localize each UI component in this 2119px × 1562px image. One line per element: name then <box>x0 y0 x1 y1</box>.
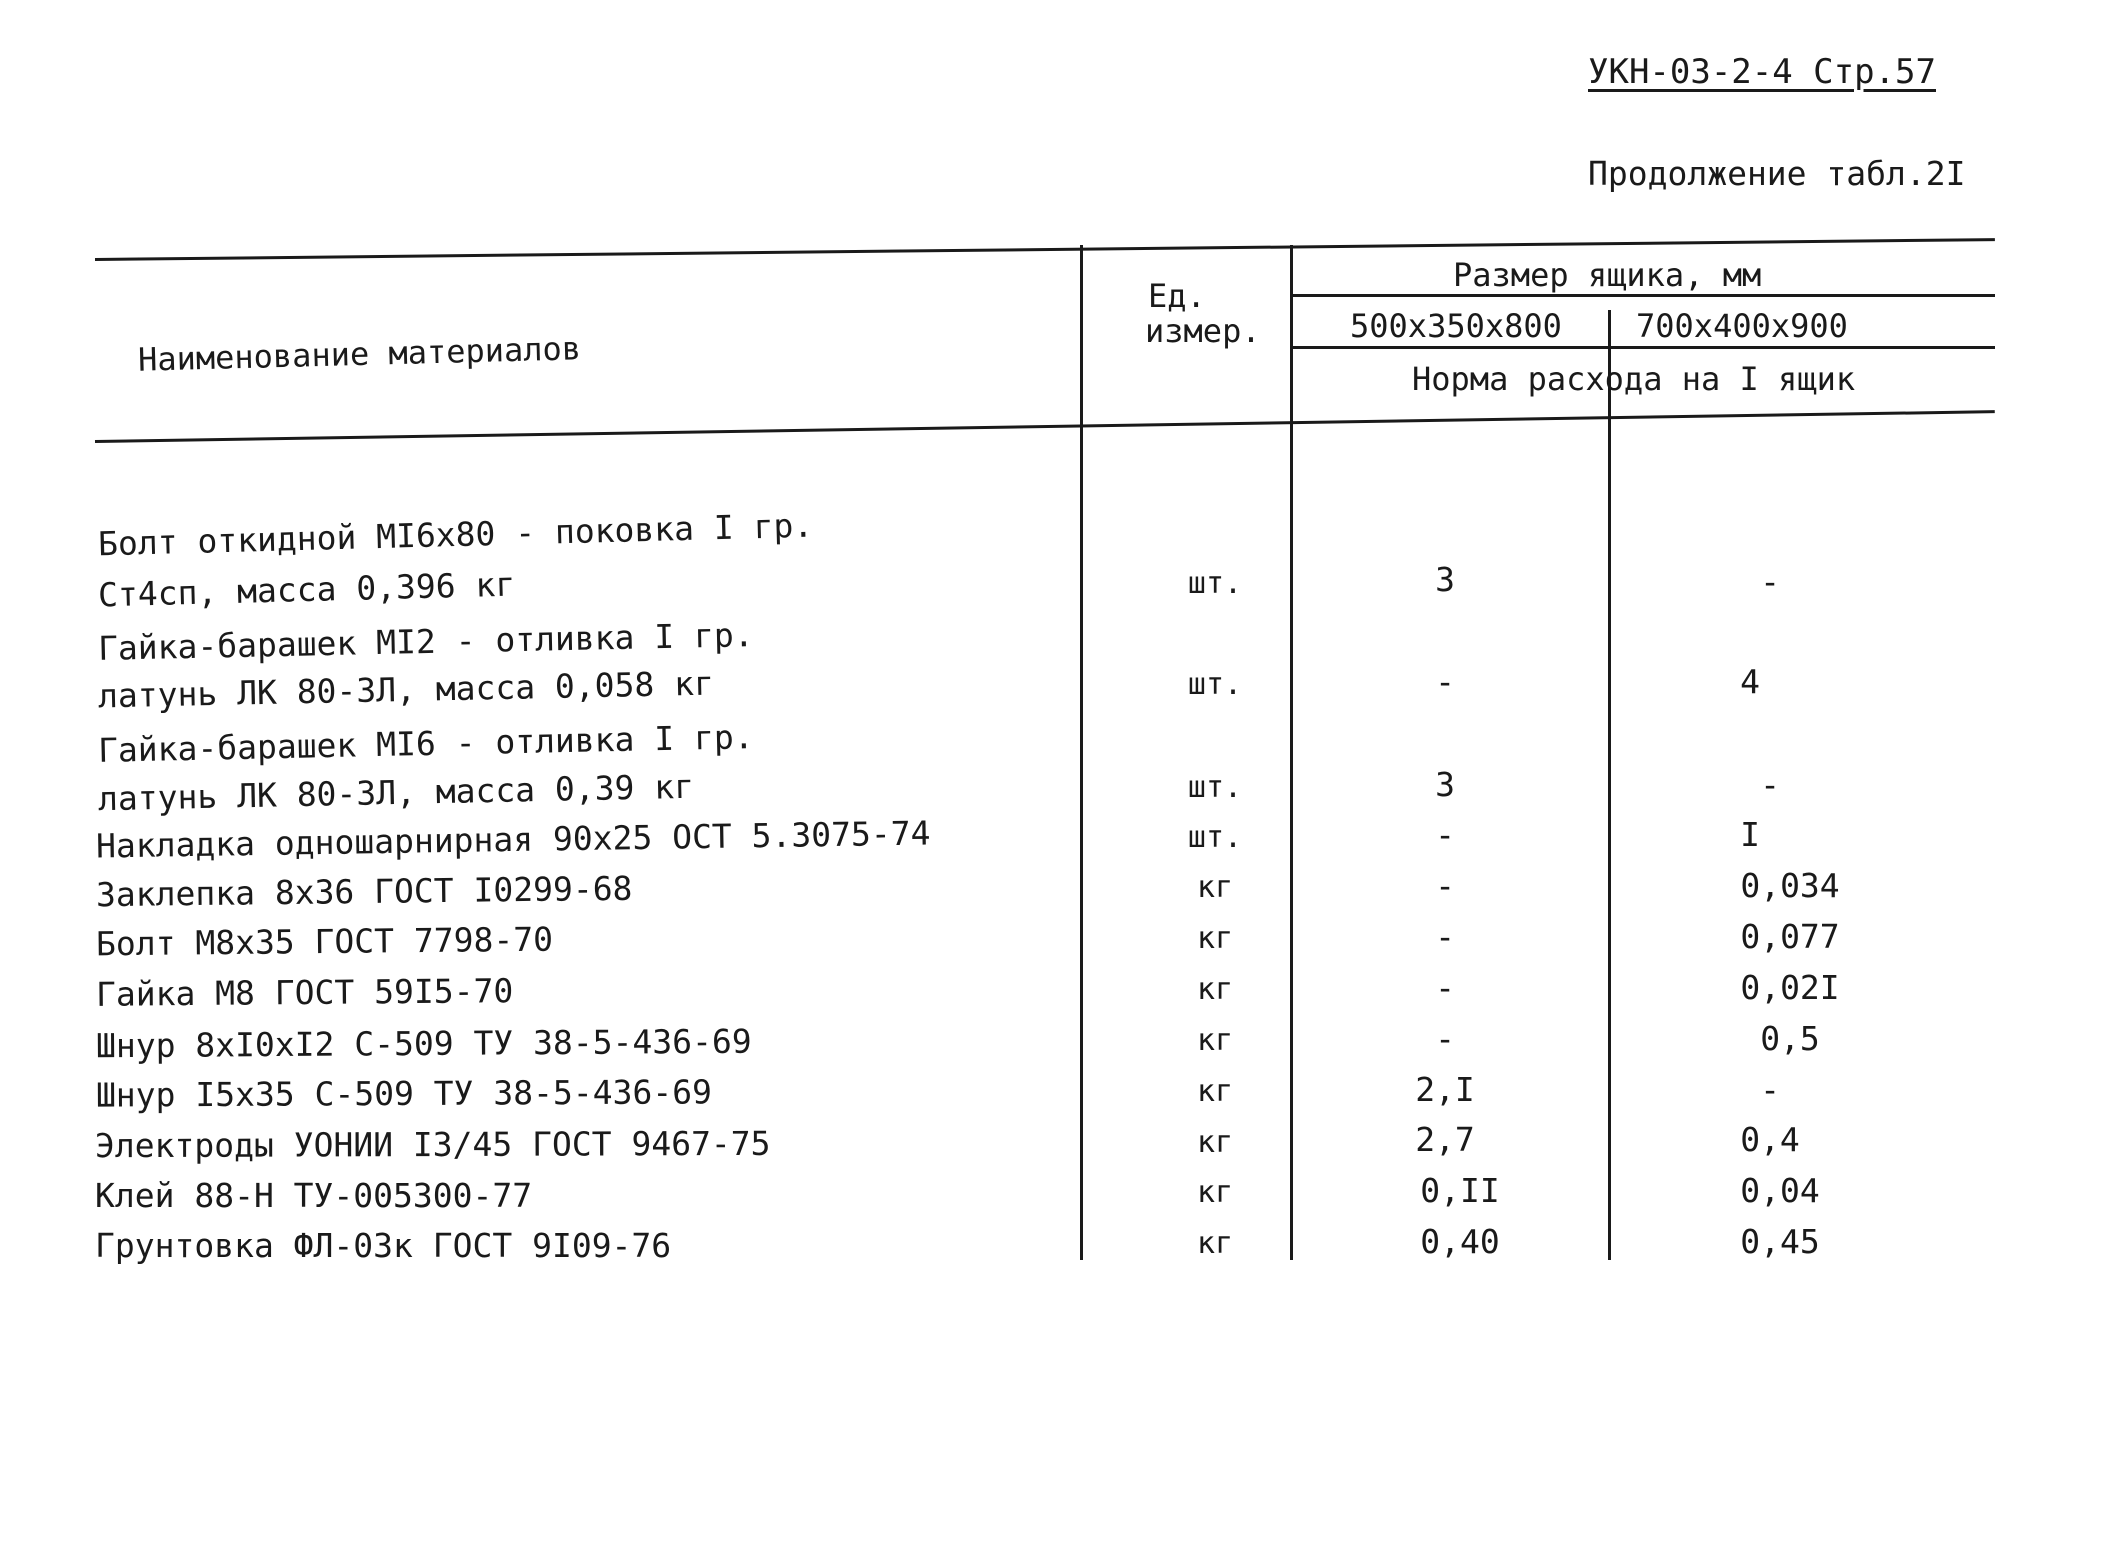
unit-cell: кг <box>1196 1074 1234 1109</box>
unit-cell: кг <box>1196 1023 1234 1058</box>
value-size1: - <box>1435 968 1455 1007</box>
material-name-line1: Болт откидной МI6х80 - поковка I гр. <box>97 505 814 564</box>
value-size2: 0,04 <box>1740 1171 1820 1210</box>
value-size1: - <box>1435 917 1455 956</box>
value-size1: 3 <box>1435 560 1455 599</box>
value-size2: 4 <box>1740 662 1760 701</box>
unit-cell: кг <box>1196 1226 1234 1261</box>
material-name-line1: Гайка М8 ГОСТ 59I5-70 <box>95 971 514 1014</box>
material-name-line1: Шнур 8хI0хI2 С-509 ТУ 38-5-436-69 <box>95 1021 752 1066</box>
unit-cell: кг <box>1196 972 1234 1007</box>
size-group-rule <box>1290 294 1995 297</box>
col-divider-unit <box>1080 245 1083 1260</box>
value-size1: 2,7 <box>1415 1120 1475 1159</box>
value-size1: 0,40 <box>1420 1222 1500 1261</box>
value-size2: I <box>1740 815 1760 854</box>
value-size2: 0,45 <box>1740 1222 1820 1261</box>
header-size2: 700х400х900 <box>1636 307 1848 345</box>
material-name-line2: латунь ЛК 80-3Л, масса 0,058 кг <box>97 663 715 716</box>
value-size2: 0,077 <box>1740 917 1840 956</box>
unit-cell: кг <box>1196 1125 1234 1160</box>
material-name-line1: Шнур I5х35 С-509 ТУ 38-5-436-69 <box>95 1072 713 1115</box>
value-size1: 3 <box>1435 765 1455 804</box>
material-name-line1: Гайка-барашек МI6 - отливка I гр. <box>97 717 754 770</box>
size-values-rule <box>1290 346 1995 349</box>
material-name-line1: Грунтовка ФЛ-03к ГОСТ 9I09-76 <box>95 1226 672 1265</box>
unit-cell: шт. <box>1187 820 1243 855</box>
value-size2: 0,5 <box>1760 1019 1820 1058</box>
material-name-line2: Ст4сп, масса 0,396 кг <box>97 564 516 615</box>
material-name-line1: Гайка-барашек МI2 - отливка I гр. <box>97 615 754 668</box>
col-divider-size2 <box>1608 310 1611 1260</box>
header-unit-line2: измер. <box>1145 312 1261 350</box>
material-name-line1: Заклепка 8х36 ГОСТ I0299-68 <box>95 868 633 915</box>
value-size2: - <box>1760 765 1780 804</box>
value-size1: - <box>1435 662 1455 701</box>
unit-cell: шт. <box>1187 770 1243 805</box>
document-reference: УКН-03-2-4 Стр.57 <box>1588 52 1936 92</box>
value-size2: 0,034 <box>1740 866 1840 905</box>
value-size1: - <box>1435 1019 1455 1058</box>
unit-cell: шт. <box>1187 667 1243 702</box>
material-name-line2: латунь ЛК 80-3Л, масса 0,39 кг <box>97 766 695 819</box>
header-size-group: Размер ящика, мм <box>1453 256 1762 294</box>
value-size1: 0,II <box>1420 1171 1500 1210</box>
header-size1: 500х350х800 <box>1350 307 1562 345</box>
value-size2: 0,4 <box>1740 1120 1800 1159</box>
material-name-line1: Клей 88-Н ТУ-005300-77 <box>95 1176 533 1215</box>
unit-cell: кг <box>1196 921 1234 956</box>
table-caption: Продолжение табл.2I <box>1588 154 1966 193</box>
value-size2: - <box>1760 1070 1780 1109</box>
header-norm: Норма расхода на I ящик <box>1412 360 1856 398</box>
header-name: Наименование материалов <box>137 329 582 379</box>
value-size1: 2,I <box>1415 1070 1475 1109</box>
unit-cell: шт. <box>1187 566 1243 601</box>
unit-cell: кг <box>1196 870 1234 905</box>
value-size2: 0,02I <box>1740 968 1840 1007</box>
value-size1: - <box>1435 866 1455 905</box>
value-size2: - <box>1760 562 1780 601</box>
material-name-line1: Электроды УОНИИ I3/45 ГОСТ 9467-75 <box>94 1123 771 1166</box>
header-bottom-rule <box>95 410 1995 443</box>
value-size1: - <box>1435 815 1455 854</box>
material-name-line1: Накладка одношарнирная 90х25 ОСТ 5.3075-74 <box>95 813 931 866</box>
unit-cell: кг <box>1196 1175 1234 1210</box>
material-name-line1: Болт М8х35 ГОСТ 7798-70 <box>95 919 554 964</box>
header-unit-line1: Ед. <box>1148 277 1206 315</box>
